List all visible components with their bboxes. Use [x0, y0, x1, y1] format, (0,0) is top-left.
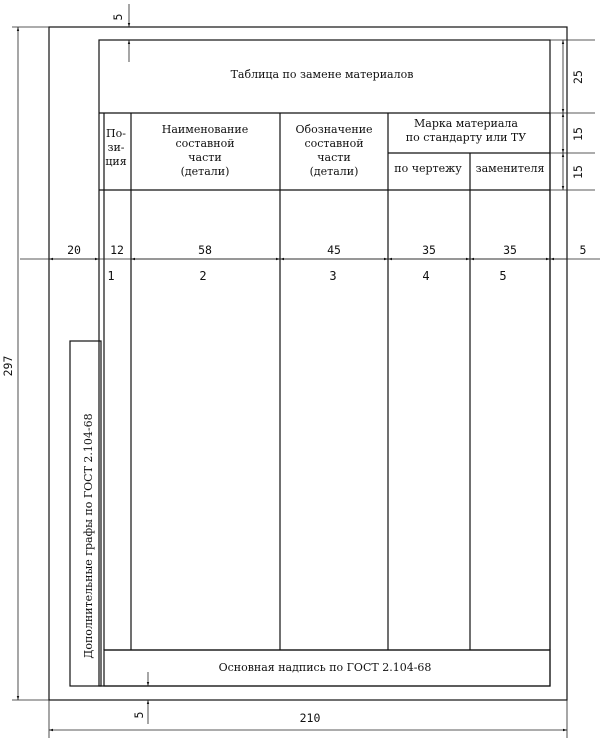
title-block-label: Основная надпись по ГОСТ 2.104-68	[218, 661, 432, 674]
name-header-line: Наименование	[161, 123, 249, 136]
side-fields-label: Дополнительные графы по ГОСТ 2.104-68	[82, 413, 95, 659]
column-number: 3	[329, 269, 337, 283]
designation-header-line: части	[317, 151, 351, 164]
name-header-line: (детали)	[180, 165, 230, 178]
position-header	[105, 127, 126, 168]
replacement-header: заменителя	[475, 162, 545, 175]
dim-col4: 35	[422, 243, 436, 257]
dim-header-row1: 15	[571, 127, 585, 141]
dim-sheet-height: 297	[1, 355, 15, 377]
position-header-line: зи-	[107, 141, 125, 154]
name-header	[162, 123, 248, 178]
designation-header-line: составной	[304, 137, 364, 150]
position-header-line: По-	[106, 127, 126, 140]
dim-top-gap: 5	[111, 13, 125, 21]
grade-header-line: по стандарту или ТУ	[405, 131, 527, 144]
grade-header	[406, 117, 526, 144]
column-number: 2	[199, 269, 207, 283]
designation-header-line: Обозначение	[295, 123, 373, 136]
designation-header-line: (детали)	[309, 165, 359, 178]
dim-col3: 45	[327, 243, 341, 257]
dim-sheet-width: 210	[299, 711, 321, 725]
header-grid	[99, 113, 550, 650]
column-number: 4	[422, 269, 430, 283]
height-dimension	[12, 27, 49, 700]
column-number: 5	[499, 269, 507, 283]
dim-right-margin: 5	[579, 243, 587, 257]
dim-col1: 12	[110, 243, 124, 257]
dim-bottom-gap: 5	[132, 711, 146, 719]
grade-header-line: Марка материала	[414, 117, 518, 130]
dim-col2: 58	[198, 243, 212, 257]
by-drawing-header: по чертежу	[394, 162, 462, 175]
name-header-line: части	[188, 151, 222, 164]
position-header-line: ция	[105, 155, 127, 168]
dim-title-row: 25	[571, 70, 585, 84]
name-header-line: составной	[175, 137, 235, 150]
dim-left-margin: 20	[67, 243, 81, 257]
column-number: 1	[107, 269, 115, 283]
dim-col5: 35	[503, 243, 517, 257]
table-title: Таблица по замене материалов	[230, 68, 414, 81]
designation-header	[295, 123, 372, 178]
dim-header-row2: 15	[571, 165, 585, 179]
